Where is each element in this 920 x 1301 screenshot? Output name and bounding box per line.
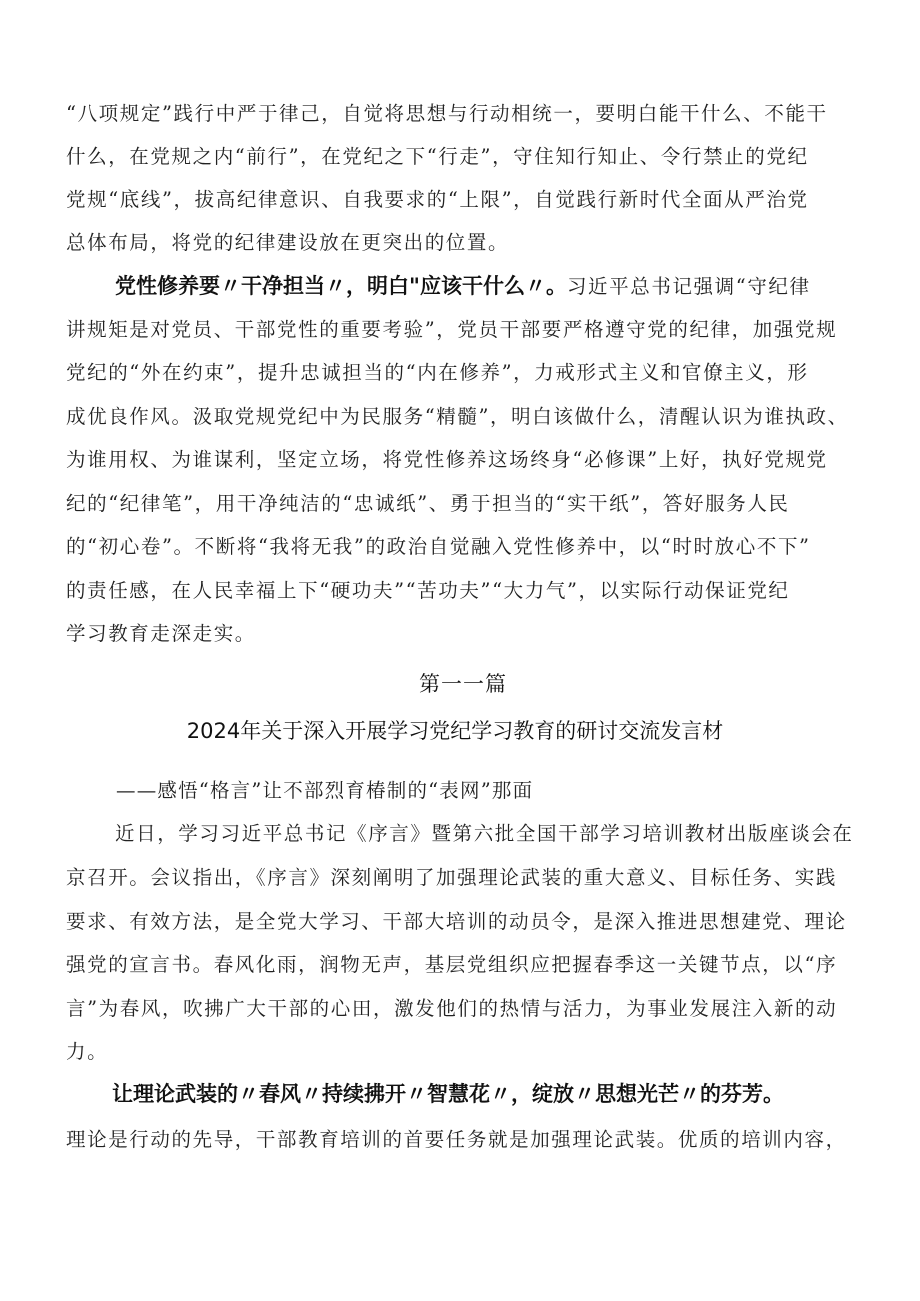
- paragraph-line: 什么，在党规之内“前行”，在党纪之下“行走”，守住知行知止、令行禁止的党纪: [66, 145, 809, 168]
- paragraph-heading-line: [115, 273, 915, 300]
- paragraph-line: 党规“底线”，拔高纪律意识、自我要求的“上限”，自觉践行新时代全面从严治党: [66, 188, 809, 211]
- paragraph-line: 为谁用权、为谁谋利，坚定立场，将党性修养这场终身“必修课”上好，执好党规党: [66, 448, 828, 471]
- paragraph-line: 言”为春风，吹拂广大干部的心田，激发他们的热情与活力，为事业发展注入新的动: [66, 997, 838, 1020]
- paragraph-line: 的“初心卷”。不断将“我将无我”的政治自觉融入党性修养中，以“时时放心不下”: [66, 535, 811, 558]
- paragraph-line: “八项规定”践行中严于律己，自觉将思想与行动相统一，要明白能干什么、不能干: [66, 102, 828, 125]
- section-label: 第一一篇: [419, 672, 507, 696]
- section-heading: 让理论武装的〃春风〃持续拂开〃智慧花〃，绽放〃思想光芒〃的芬芳。: [112, 1082, 784, 1106]
- paragraph-text: 习近平总书记强调“守纪律: [566, 275, 811, 298]
- paragraph-line: 近日，学习习近平总书记《序言》暨第六批全国干部学习培训教材出版座谈会在: [115, 822, 854, 845]
- paragraph-line: 京召开。会议指出，《序言》深刻阐明了加强理论武装的重大意义、目标任务、实践: [66, 866, 837, 889]
- article-subtitle: ——感悟“格言”让不部烈育椿制的“表网”那面: [116, 779, 534, 802]
- paragraph-line: 成优良作风。汲取党规党纪中为民服务“精髓”，明白该做什么，清醒认识为谁执政、: [66, 405, 849, 428]
- paragraph-line: 纪的“纪律笔”，用干净纯洁的“忠诚纸”、勇于担当的“实干纸”，答好服务人民: [66, 492, 790, 515]
- section-heading: 党性修养要〃干净担当〃，明白"应该干什么〃。: [115, 274, 567, 298]
- article-title: 2024年关于深入开展学习党纪学习教育的研讨交流发言材: [186, 719, 724, 743]
- paragraph-line: 学习教育走深走实。: [66, 622, 256, 645]
- paragraph-line: 讲规矩是对党员、干部党性的重要考验”，党员干部要严格遵守党的纪律，加强党规: [66, 318, 838, 341]
- paragraph-line: 总体布局，将党的纪律建设放在更突出的位置。: [66, 231, 510, 254]
- paragraph-line: 的责任感，在人民幸福上下“硬功夫”“苦功夫”“大力气”，以实际行动保证党纪: [66, 579, 790, 602]
- paragraph-line: 党纪的“外在约束”，提升忠诚担当的“内在修养”，力戒形式主义和官僚主义，形: [66, 361, 809, 384]
- paragraph-line: 强党的宣言书。春风化雨，润物无声，基层党组织应把握春季这一关键节点，以“序: [66, 953, 838, 976]
- paragraph-line: 要求、有效方法，是全党大学习、干部大培训的动员令，是深入推进思想建党、理论: [66, 910, 847, 933]
- paragraph-line: 理论是行动的先导，干部教育培训的首要任务就是加强理论武装。优质的培训内容，: [66, 1128, 847, 1151]
- paragraph-line: 力。: [66, 1040, 109, 1063]
